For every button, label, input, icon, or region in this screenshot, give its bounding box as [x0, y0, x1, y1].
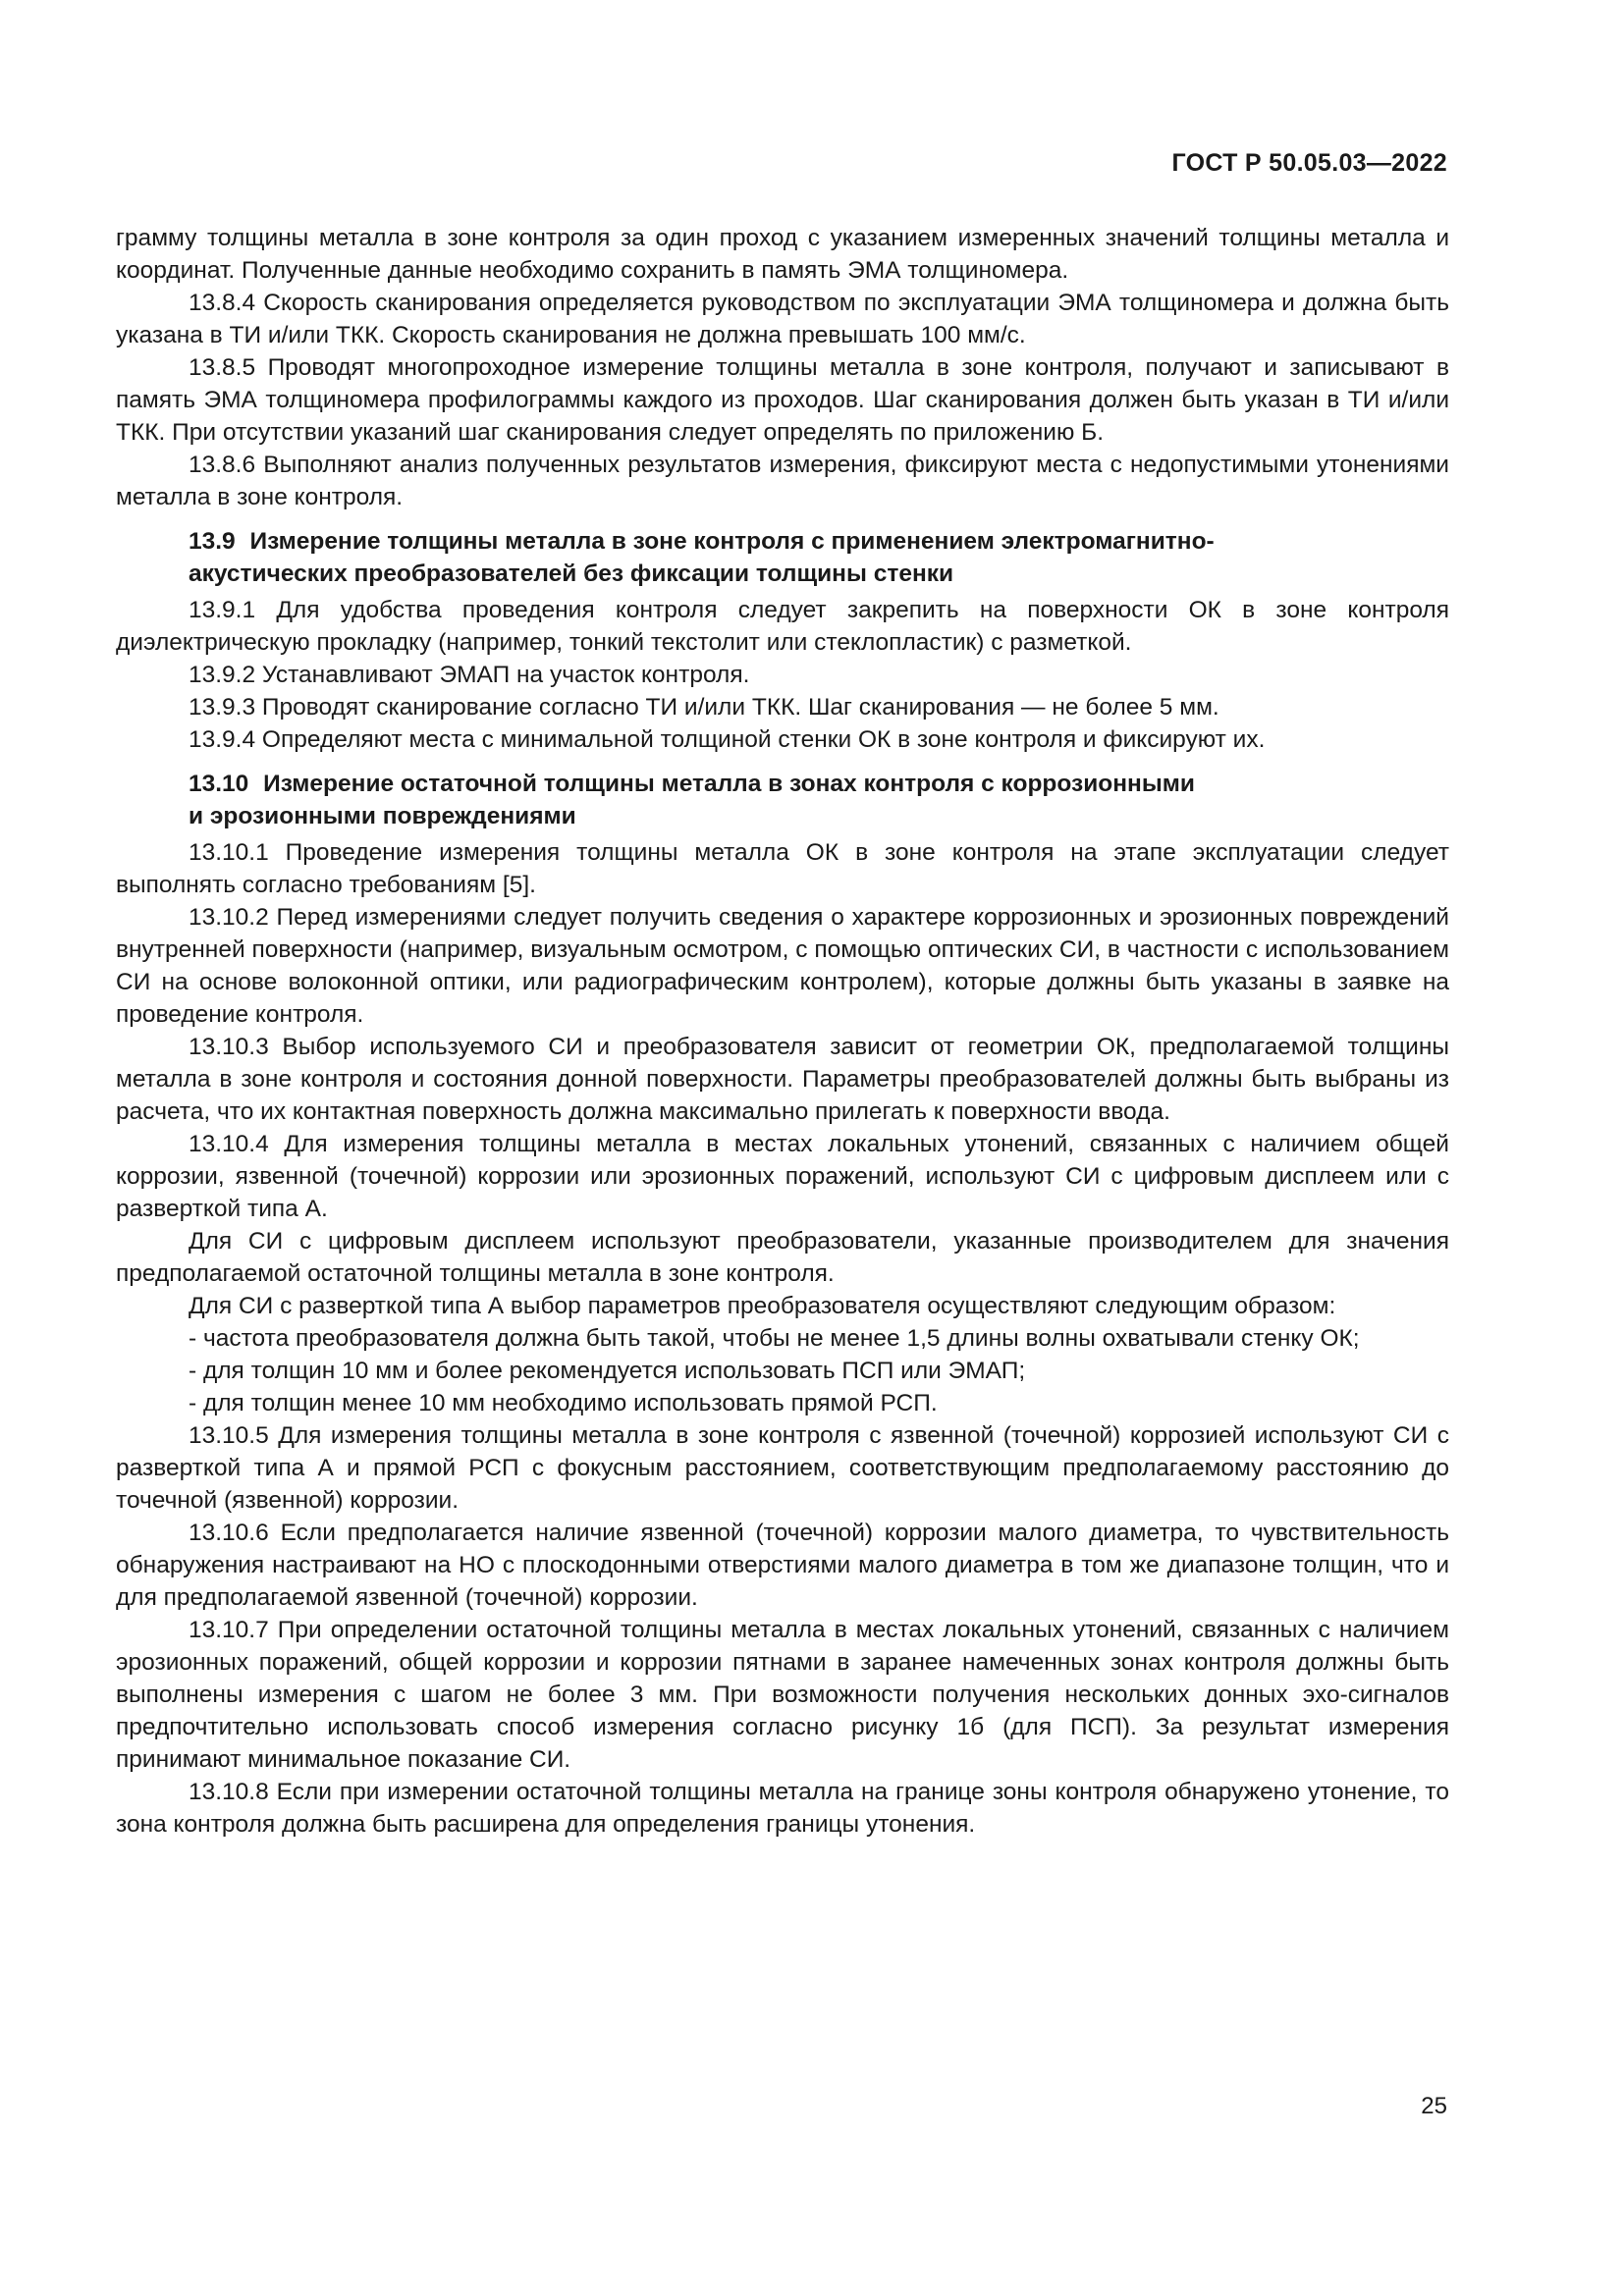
paragraph-continuation: грамму толщины металла в зоне контроля за один проход с указанием измеренных значений толщины металла и координат. Полученные данные необходимо сохранить в память ЭМА толщиномера.	[116, 225, 1449, 284]
paragraph-13-10-8: 13.10.8 Если при измерении остаточной толщины металла на границе зоны контроля обнаружено утонение, то зона контроля должна быть расширена для определения границы утонения.	[116, 1779, 1449, 1838]
paragraph-13-8-4: 13.8.4 Скорость сканирования определяется руководством по эксплуатации ЭМА толщиномера и должна быть указана в ТИ и/или ТКК. Скорость сканирования не должна превышать 100 мм/с.	[116, 290, 1449, 348]
paragraph-13-10-6: 13.10.6 Если предполагается наличие язвенной (точечной) коррозии малого диаметра, то чувствительность обнаружения настраивают на НО с плоскодонными отверстиями малого диаметра в том же диапазоне толщин, что и для предполагаемой язвенной (точечной) коррозии.	[116, 1520, 1449, 1611]
paragraph-13-10-1: 13.10.1 Проведение измерения толщины металла ОК в зоне контроля на этапе эксплуатации следует выполнять согласно требованиям [5].	[116, 839, 1449, 898]
document-body	[116, 222, 1449, 1841]
paragraph-13-10-5: 13.10.5 Для измерения толщины металла в зоне контроля с язвенной (точечной) коррозией используют СИ с разверткой типа А и прямой РСП с фокусным расстоянием, соответствующим предполагаемому расстоянию до точечной (язвенной) коррозии.	[116, 1422, 1449, 1514]
document-code-header: ГОСТ Р 50.05.03—2022	[1171, 149, 1447, 177]
paragraph-13-10-7: 13.10.7 При определении остаточной толщины металла в местах локальных утонений, связанных с наличием эрозионных поражений, общей коррозии и коррозии пятнами в заранее намеченных зонах контроля должны быть выполнены измерения с шагом не более 3 мм. При возможности получения нескольких донных эхо-сигналов предпочтительно использовать способ измерения согласно рисунку 1б (для ПСП). За результат измерения принимают минимальное показание СИ.	[116, 1617, 1449, 1773]
section-title-line2: акустических преобразователей без фиксации толщины стенки	[189, 561, 954, 587]
list-item: - для толщин менее 10 мм необходимо использовать прямой РСП.	[189, 1390, 938, 1416]
paragraph-a-scan: Для СИ с разверткой типа А выбор параметров преобразователя осуществляют следующим образом:	[189, 1293, 1336, 1319]
paragraph-13-10-4: 13.10.4 Для измерения толщины металла в местах локальных утонений, связанных с наличием общей коррозии, язвенной (точечной) коррозии или эрозионных поражений, используют СИ с цифровым дисплеем или с разверткой типа А.	[116, 1131, 1449, 1222]
paragraph-13-10-2: 13.10.2 Перед измерениями следует получить сведения о характере коррозионных и эрозионных повреждений внутренней поверхности (например, визуальным осмотром, с помощью оптических СИ, в частности с использованием СИ на основе волоконной оптики, или радиографическим контролем), которые должны быть указаны в заявке на проведение контроля.	[116, 904, 1449, 1028]
section-title-line1: Измерение остаточной толщины металла в зонах контроля с коррозионными	[263, 771, 1195, 797]
paragraph-13-8-5: 13.8.5 Проводят многопроходное измерение толщины металла в зоне контроля, получают и записывают в память ЭМА толщиномера профилограммы каждого из проходов. Шаг сканирования должен быть указан в ТИ и/или ТКК. При отсутствии указаний шаг сканирования следует определять по приложению Б.	[116, 354, 1449, 446]
section-heading-13-9	[116, 525, 1449, 590]
list-item: - частота преобразователя должна быть такой, чтобы не менее 1,5 длины волны охватывали стенку ОК;	[189, 1325, 1360, 1352]
paragraph-13-8-6: 13.8.6 Выполняют анализ полученных результатов измерения, фиксируют места с недопустимыми утонениями металла в зоне контроля.	[116, 452, 1449, 510]
page-number: 25	[1421, 2093, 1447, 2119]
section-heading-13-10	[116, 768, 1449, 832]
paragraph-13-9-2: 13.9.2 Устанавливают ЭМАП на участок контроля.	[189, 662, 750, 688]
section-title-line1: Измерение толщины металла в зоне контроля с применением электромагнитно-	[249, 528, 1215, 555]
paragraph-13-9-1: 13.9.1 Для удобства проведения контроля следует закрепить на поверхности ОК в зоне контроля диэлектрическую прокладку (например, тонкий текстолит или стеклопластик) с разметкой.	[116, 597, 1449, 656]
paragraph-13-9-3: 13.9.3 Проводят сканирование согласно ТИ и/или ТКК. Шаг сканирования — не более 5 мм.	[189, 694, 1219, 721]
paragraph-13-9-4: 13.9.4 Определяют места с минимальной толщиной стенки ОК в зоне контроля и фиксируют их.	[189, 726, 1266, 753]
paragraph-13-10-3: 13.10.3 Выбор используемого СИ и преобразователя зависит от геометрии ОК, предполагаемой толщины металла в зоне контроля и состояния донной поверхности. Параметры преобразователей должны быть выбраны из расчета, что их контактная поверхность должна максимально прилегать к поверхности ввода.	[116, 1034, 1449, 1125]
section-number: 13.10	[189, 771, 249, 797]
list-item: - для толщин 10 мм и более рекомендуется использовать ПСП или ЭМАП;	[189, 1358, 1026, 1384]
paragraph-digital-display: Для СИ с цифровым дисплеем используют преобразователи, указанные производителем для значения предполагаемой остаточной толщины металла в зоне контроля.	[116, 1228, 1449, 1287]
section-title-line2: и эрозионными повреждениями	[189, 803, 576, 829]
section-number: 13.9	[189, 528, 236, 555]
